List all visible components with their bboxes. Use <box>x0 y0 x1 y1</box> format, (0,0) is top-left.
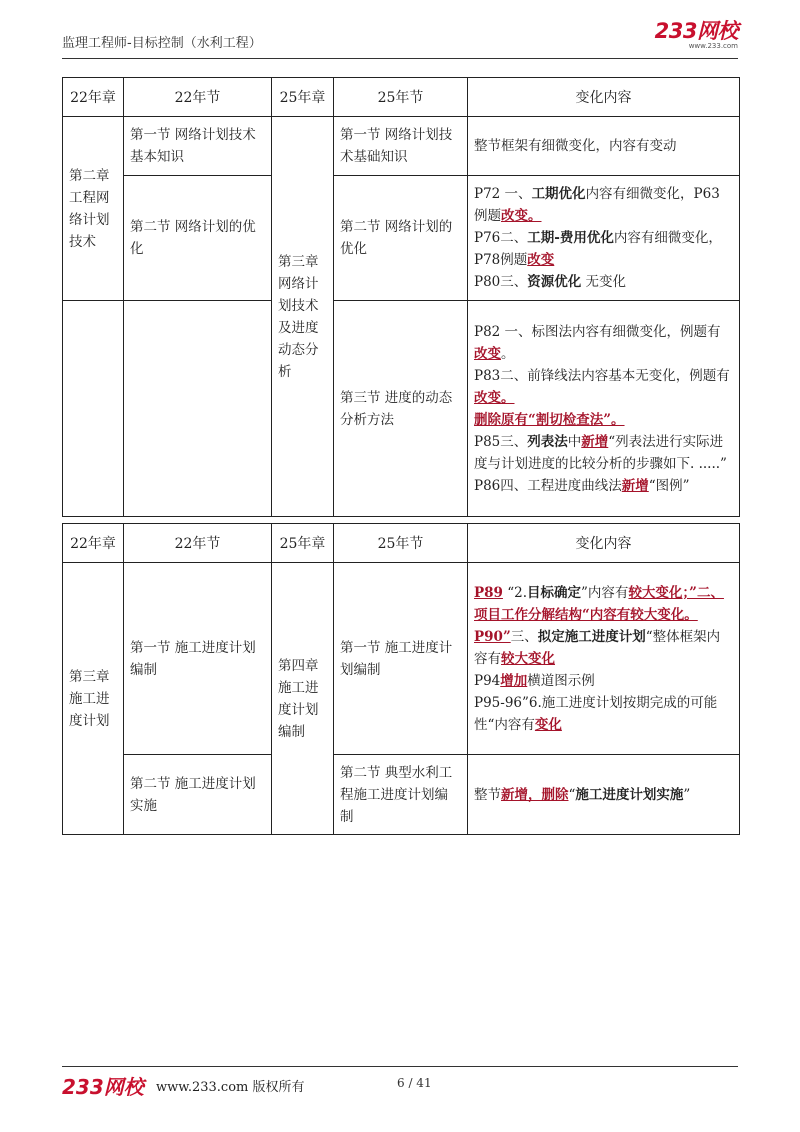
change-line <box>474 692 733 736</box>
highlighted-text: 改变。 <box>501 208 542 224</box>
chapter-22-empty <box>63 301 124 517</box>
chapter-25: 第四章施工进度计划编制 <box>272 563 334 835</box>
text-run: P80三、 <box>474 274 528 290</box>
text-run: 资源优化 <box>527 274 582 290</box>
table-header-row <box>63 524 740 563</box>
text-run: 整节框架有细微变化，内容有变动 <box>474 138 677 154</box>
text-run: “图例” <box>648 477 690 494</box>
chapter-22: 第二章工程网络计划技术 <box>63 117 124 301</box>
table-row <box>63 301 740 517</box>
text-run: 无变化 <box>581 274 627 290</box>
text-run: P94 <box>474 672 501 689</box>
table-row <box>63 176 740 301</box>
text-run: 工期-费用优化 <box>527 230 614 246</box>
highlighted-text: P89 <box>474 584 503 601</box>
brand-logo <box>655 20 738 50</box>
text-run: 。 <box>501 345 515 362</box>
text-run: P72 一、 <box>474 186 532 202</box>
col-header-change: 变化内容 <box>468 524 740 563</box>
change-line <box>474 582 733 626</box>
change-content <box>468 563 740 755</box>
change-table-1 <box>62 77 740 517</box>
highlighted-text: 改变。 <box>474 389 515 406</box>
change-line <box>474 670 733 692</box>
highlighted-text: 较大变化 <box>501 650 555 667</box>
change-table-2 <box>62 523 740 835</box>
text-run: “列表法进行实际进度与计划进度的比较分析的步骤如下. .....” <box>474 433 727 472</box>
table-row <box>63 563 740 755</box>
text-run: 列表法 <box>527 433 568 450</box>
change-line <box>474 475 733 497</box>
text-run: 目标确定 <box>527 584 582 601</box>
change-line <box>474 135 733 157</box>
text-run: 内容有细微变化，P78例题 <box>474 230 722 268</box>
change-content <box>468 117 740 176</box>
text-run: “ <box>568 786 576 803</box>
change-line <box>474 321 733 365</box>
text-run: P86四、工程进度曲线法 <box>474 477 622 494</box>
text-run: P83二、前锋线法内容基本无变化，例题有 <box>474 367 730 384</box>
page-footer <box>62 1066 738 1097</box>
text-run: 中 <box>567 433 582 450</box>
change-line <box>474 626 733 670</box>
logo-text: 233网校 <box>654 19 738 43</box>
table-row <box>63 755 740 835</box>
text-run: “整体框架内容有 <box>474 628 721 667</box>
text-run: ” <box>683 786 691 803</box>
text-run: P82 一、标图法内容有细微变化，例题有 <box>474 323 721 340</box>
text-run: 横道图示例 <box>527 672 595 689</box>
text-run: 内容有细微变化，P63例题 <box>474 186 720 224</box>
chapter-22: 第三章施工进度计划 <box>63 563 124 835</box>
highlighted-text: 改变 <box>527 252 555 268</box>
col-header-sec25: 25年节 <box>334 524 468 563</box>
col-header-sec25: 25年节 <box>334 78 468 117</box>
highlighted-text: 较大变化；”二、项目工作分解结构“内容有较大变化。 <box>474 584 724 623</box>
text-run: 施工进度计划实施 <box>575 786 684 803</box>
text-run: P76二、 <box>474 230 528 246</box>
text-run: P95-96”6.施工进度计划按期完成的可能性“内容有 <box>474 694 718 733</box>
section-22: 第一节 网络计划技术基本知识 <box>124 117 272 176</box>
text-run: ”内容有 <box>581 584 629 601</box>
change-line <box>474 271 733 293</box>
section-25: 第二节 典型水利工程施工进度计划编制 <box>334 755 468 835</box>
highlighted-text: 改变 <box>474 345 501 362</box>
col-header-ch25: 25年章 <box>272 524 334 563</box>
header-title: 监理工程师-目标控制（水利工程） <box>62 36 262 51</box>
section-25: 第一节 施工进度计划编制 <box>334 563 468 755</box>
col-header-sec22: 22年节 <box>124 524 272 563</box>
page-number: 6 / 41 <box>397 1076 432 1090</box>
col-header-change: 变化内容 <box>468 78 740 117</box>
highlighted-text: P90” <box>474 628 511 645</box>
logo-url: www.233.com <box>688 42 738 50</box>
text-run: 三、 <box>510 628 538 645</box>
section-25: 第一节 网络计划技术基础知识 <box>334 117 468 176</box>
section-22: 第二节 网络计划的优化 <box>124 176 272 301</box>
section-25: 第三节 进度的动态分析方法 <box>334 301 468 517</box>
text-run: 工期优化 <box>531 186 586 202</box>
text-run: “2. <box>502 584 528 601</box>
highlighted-text: 新增 <box>621 477 649 494</box>
section-22: 第一节 施工进度计划编制 <box>124 563 272 755</box>
text-run: 拟定施工进度计划 <box>537 628 646 645</box>
text-run: 整节 <box>474 786 501 803</box>
change-line <box>474 784 733 806</box>
highlighted-text: 新增，删除 <box>501 786 569 803</box>
change-line <box>474 365 733 409</box>
change-content <box>468 176 740 301</box>
highlighted-text: 新增 <box>581 433 609 450</box>
table-row <box>63 117 740 176</box>
change-line <box>474 409 733 431</box>
change-content <box>468 301 740 517</box>
section-25: 第二节 网络计划的优化 <box>334 176 468 301</box>
highlighted-text: 增加 <box>500 672 528 689</box>
footer-copyright: www.233.com 版权所有 <box>156 1080 305 1095</box>
page-header <box>62 19 738 59</box>
change-content <box>468 755 740 835</box>
col-header-ch25: 25年章 <box>272 78 334 117</box>
highlighted-text: 删除原有“割切检查法”。 <box>474 411 625 428</box>
table-header-row <box>63 78 740 117</box>
footer-logo: 233网校 <box>62 1075 144 1099</box>
section-22-empty <box>124 301 272 517</box>
change-line <box>474 183 733 227</box>
change-line <box>474 227 733 271</box>
chapter-25: 第三章网络计划技术及进度动态分析 <box>272 117 334 517</box>
text-run: P85三、 <box>474 433 528 450</box>
col-header-ch22: 22年章 <box>63 524 124 563</box>
section-22: 第二节 施工进度计划实施 <box>124 755 272 835</box>
col-header-ch22: 22年章 <box>63 78 124 117</box>
col-header-sec22: 22年节 <box>124 78 272 117</box>
change-line <box>474 431 733 475</box>
highlighted-text: 变化 <box>534 716 562 733</box>
